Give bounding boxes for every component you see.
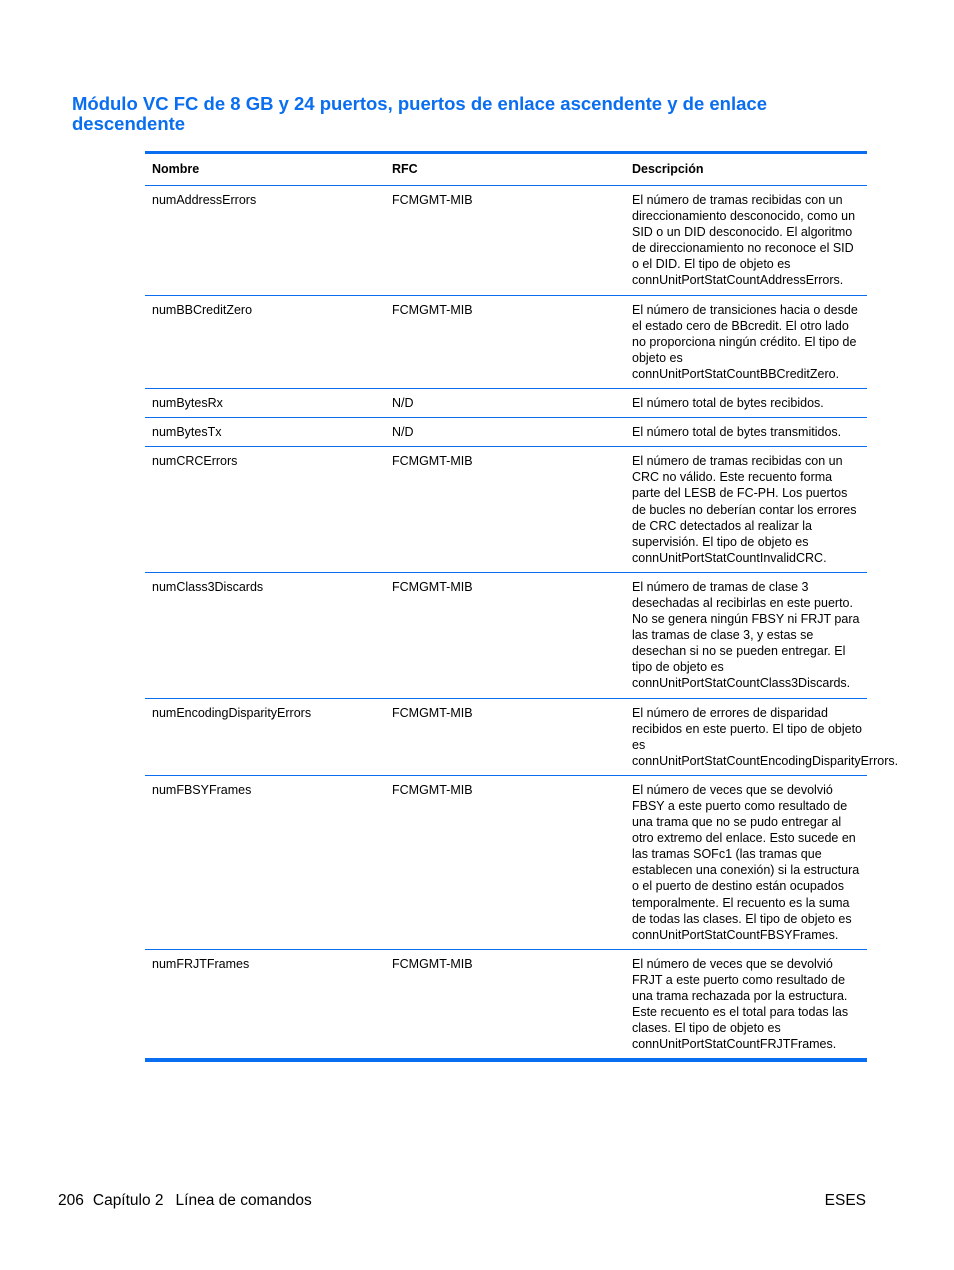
cell-rfc: FCMGMT-MIB <box>392 193 473 207</box>
column-header-name: Nombre <box>152 162 200 177</box>
cell-rfc: FCMGMT-MIB <box>392 782 473 797</box>
table-row <box>145 572 867 698</box>
cell-description: El número de errores de disparidad recibidos en este puerto. El tipo de objeto es connUnitPortStatCountEncodingDisparityErrors. <box>632 705 899 768</box>
column-header-description: Descripción <box>632 162 704 177</box>
cell-name: numBytesTx <box>152 425 222 440</box>
cell-description: El número de veces que se devolvió FBSY a este puerto como resultado de una trama que no se pudo entregar al otro extremo del enlace. Esto sucede en las tramas SOFc1 (las tramas que establecen una conexión) si la estructura o el puerto de destino están ocupados temporalmente. El recuento es la suma de todas las clases. El tipo de objeto es connUnitPortStatCountFBSYFrames. <box>632 782 860 942</box>
table-row <box>145 775 867 949</box>
cell-rfc: FCMGMT-MIB <box>392 454 473 469</box>
mib-counters-table <box>145 151 899 1062</box>
cell-name: numFBSYFrames <box>152 782 252 797</box>
cell-description: El número de tramas de clase 3 desechadas al recibirlas en este puerto. No se genera ningún FBSY ni FRJT para las tramas de clase 3, y estas se desechan si no se pueden entregar. El tipo de objeto es connUnitPortStatCountClass3Discards. <box>632 579 860 691</box>
cell-description: El número de tramas recibidas con un CRC no válido. Este recuento forma parte del LESB de FC-PH. Los puertos de bucles no deberían contar los errores de CRC detectados al realizar la supervisión. El tipo de objeto es connUnitPortStatCountInvalidCRC. <box>632 454 857 565</box>
cell-name: numFRJTFrames <box>152 956 250 971</box>
cell-rfc: FCMGMT-MIB <box>392 705 473 720</box>
table-row <box>145 698 867 775</box>
cell-description: El número total de bytes recibidos. <box>632 396 824 411</box>
cell-name: numEncodingDisparityErrors <box>152 705 312 720</box>
chapter-label: Capítulo 2 <box>92 1192 164 1209</box>
locale-code: ESES <box>824 1192 866 1209</box>
table-row <box>145 389 867 418</box>
cell-name: numBytesRx <box>152 396 223 411</box>
header-row <box>145 153 867 186</box>
cell-rfc: FCMGMT-MIB <box>392 302 473 317</box>
cell-name: numClass3Discards <box>152 579 264 594</box>
page-footer-left <box>58 1192 312 1210</box>
cell-description: El número de veces que se devolvió FRJT a este puerto como resultado de una trama rechazada por la estructura. Este recuento es el total para todas las clases. El tipo de objeto es connUnitPortStatCountFRJTFrames. <box>632 956 849 1052</box>
section-title: Módulo VC FC de 8 GB y 24 puertos, puertos de enlace ascendente y de enlace descendente <box>72 93 767 134</box>
cell-rfc: N/D <box>392 396 414 411</box>
mib-counters-table-container <box>145 151 899 1062</box>
table-header <box>145 153 867 186</box>
table-row <box>145 186 867 296</box>
table-row <box>145 295 867 388</box>
cell-name: numBBCreditZero <box>152 302 253 317</box>
cell-name: numAddressErrors <box>152 193 257 207</box>
cell-rfc: FCMGMT-MIB <box>392 956 473 971</box>
table-row <box>145 447 867 573</box>
cell-rfc: N/D <box>392 425 414 440</box>
page-number: 206 <box>58 1192 84 1209</box>
column-header-rfc: RFC <box>392 162 418 177</box>
chapter-title: Línea de comandos <box>175 1192 312 1209</box>
table-row <box>145 418 867 447</box>
cell-rfc: FCMGMT-MIB <box>392 579 473 594</box>
cell-description: El número de transiciones hacia o desde el estado cero de BBcredit. El otro lado no proporciona ningún crédito. El tipo de objeto es connUnitPortStatCountBBCreditZero. <box>632 302 858 381</box>
cell-name: numCRCErrors <box>152 454 238 469</box>
table-row <box>145 949 867 1060</box>
cell-description: El número de tramas recibidas con un direccionamiento desconocido, como un SID o un DID desconocido. El algoritmo de direccionamiento no reconoce el SID o el DID. El tipo de objeto es connUnitPortStatCountAddressErrors. <box>632 193 856 288</box>
cell-description: El número total de bytes transmitidos. <box>632 425 842 440</box>
table-body <box>145 186 899 1061</box>
